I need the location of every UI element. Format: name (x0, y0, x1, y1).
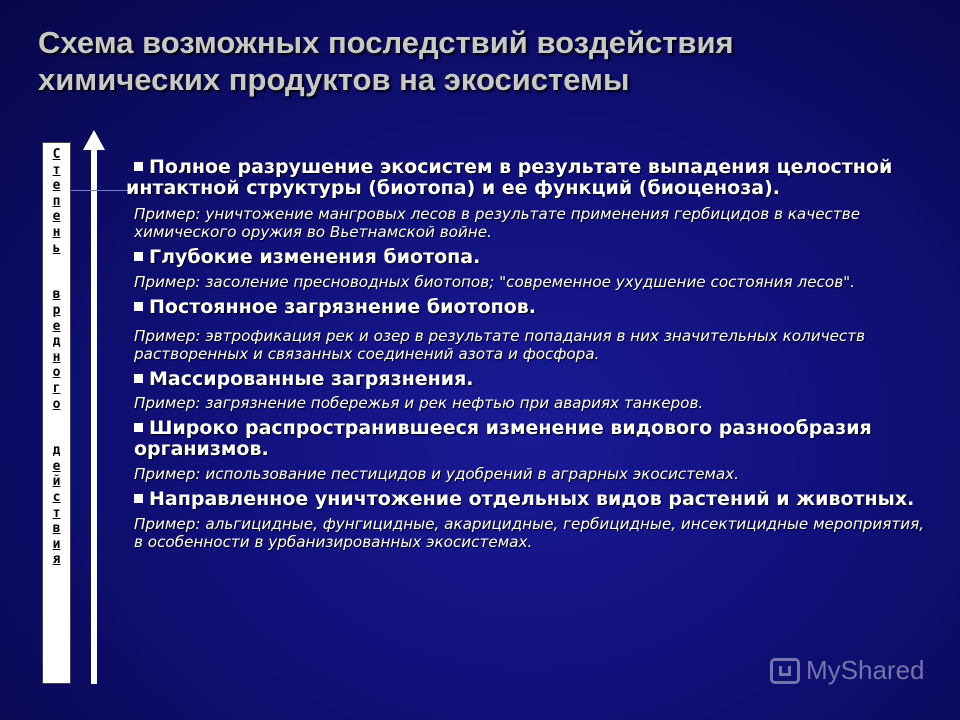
list-item (134, 369, 934, 412)
square-bullet-icon (134, 302, 143, 311)
item-example: Пример: загрязнение побережья и рек нефтью при авариях танкеров. (134, 394, 704, 412)
item-example: Пример: засоление пресноводных биотопов; "современное ухудшение состояния лесов". (134, 273, 855, 291)
myshared-logo-icon (770, 658, 800, 684)
square-bullet-icon (134, 162, 143, 171)
severity-scale-label: С т е п е н ь в р е д н о г о д е й с т в и я (52, 147, 61, 568)
item-example: Пример: эвтрофикация рек и озер в результате попадания в них значительных количеств растворенных и связанных соединений азота и фосфора. (134, 327, 866, 363)
list-item (126, 156, 934, 241)
list-item (134, 297, 934, 363)
item-example: Пример: альгицидные, фунгицидные, акарицидные, гербицидные, инсектицидные мероприятия, в особенности в урбанизированных экосистемах. (134, 515, 925, 551)
square-bullet-icon (134, 423, 143, 432)
item-heading: Широко распространившееся изменение видового разнообразия организмов. (134, 417, 872, 460)
watermark-text: MyShared (806, 655, 925, 685)
severity-arrow-shaft (91, 146, 97, 684)
item-heading: Глубокие изменения биотопа. (134, 247, 934, 268)
list-item (134, 489, 934, 551)
list-item (134, 247, 934, 291)
square-bullet-icon (134, 252, 143, 261)
watermark-logo (770, 655, 925, 686)
scale-tick-line (71, 190, 131, 191)
list-item (134, 418, 934, 483)
item-example: Пример: уничтожение мангровых лесов в результате применения гербицидов в качестве химического оружия во Вьетнамской войне. (134, 205, 861, 241)
item-heading: Постоянное загрязнение биотопов. (134, 297, 934, 318)
severity-scale-box (42, 142, 71, 684)
effects-list (126, 156, 934, 551)
item-heading: Полное разрушение экосистем в результате выпадения целостной интактной структуры (биотопа) и ее функций (биоценоза). (126, 156, 893, 199)
item-heading: Массированные загрязнения. (134, 369, 934, 390)
square-bullet-icon (134, 374, 143, 383)
item-example: Пример: использование пестицидов и удобрений в аграрных экосистемах. (134, 465, 739, 483)
item-heading: Направленное уничтожение отдельных видов растений и животных. (134, 489, 934, 510)
page-title: Схема возможных последствий воздействия химических продуктов на экосистемы (38, 25, 734, 97)
square-bullet-icon (134, 494, 143, 503)
